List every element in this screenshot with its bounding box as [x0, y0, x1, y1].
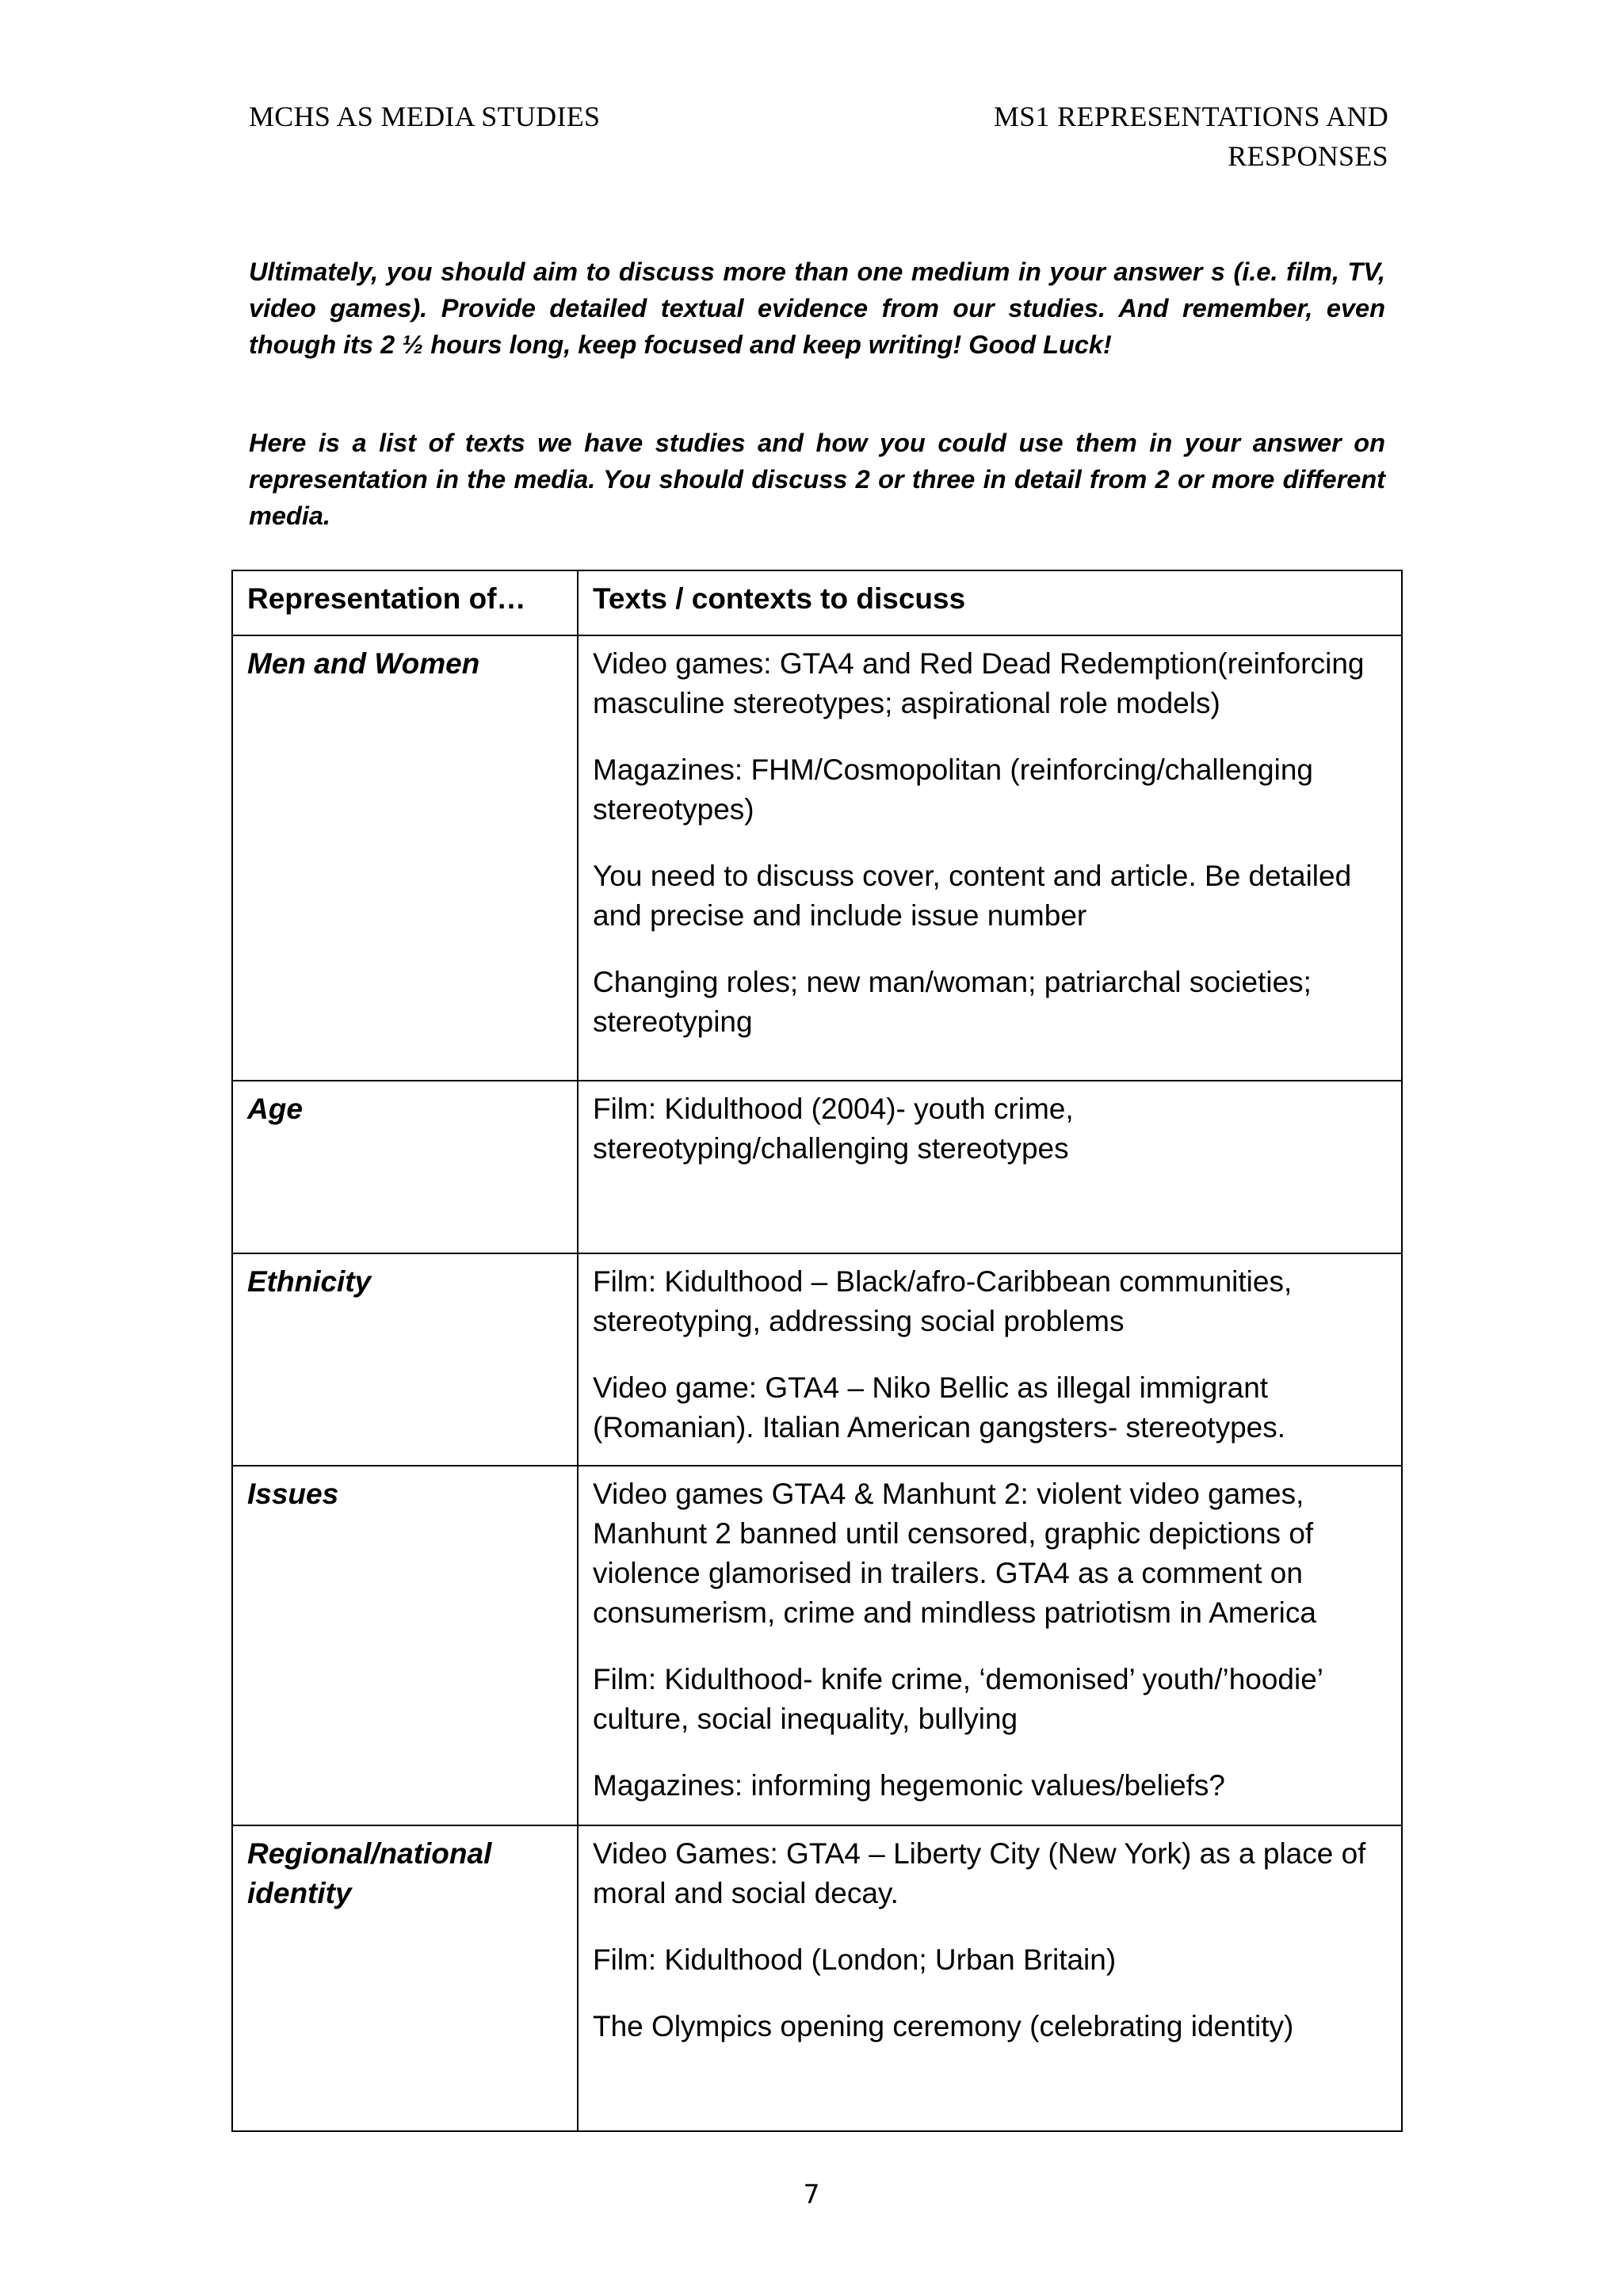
row-label: Age [232, 1081, 578, 1253]
content-paragraph: Changing roles; new man/woman; patriarchal societies; stereotyping [593, 966, 1312, 1038]
header-unit-title-line2: RESPONSES [1228, 140, 1388, 172]
intro-paragraph-1: Ultimately, you should aim to discuss more than one medium in your answer s (i.e. film, TV, video games). Provide detailed textual evidence from our studies. And remember, even though its 2 ½ hours long, keep focused and keep writing! Good Luck! [249, 257, 1385, 359]
content-paragraph: Video games GTA4 & Manhunt 2: violent video games, Manhunt 2 banned until censored, graphic depictions of violence glamorised in trailers. GTA4 as a comment on consumerism, crime and mindless patriotism in America [593, 1478, 1316, 1629]
column-header-representation: Representation of… [232, 570, 578, 635]
header-course-title: MCHS AS MEDIA STUDIES [249, 101, 601, 132]
row-content [578, 635, 1402, 1081]
content-paragraph: You need to discuss cover, content and article. Be detailed and precise and include issue number [593, 860, 1352, 932]
row-label: Regional/national identity [232, 1825, 578, 2131]
content-paragraph: Film: Kidulthood (London; Urban Britain) [593, 1943, 1117, 1976]
header-unit-title [834, 97, 1388, 176]
header-unit-title-line1: MS1 REPRESENTATIONS AND [993, 101, 1388, 132]
content-paragraph: Film: Kidulthood – Black/afro-Caribbean communities, stereotyping, addressing social problems [593, 1265, 1293, 1337]
row-content [578, 1081, 1402, 1253]
content-paragraph: Video game: GTA4 – Niko Bellic as illegal immigrant (Romanian). Italian American gangsters- stereotypes. [593, 1371, 1286, 1444]
content-paragraph: The Olympics opening ceremony (celebrating identity) [593, 2010, 1294, 2042]
column-header-texts: Texts / contexts to discuss [578, 570, 1402, 635]
content-paragraph: Video Games: GTA4 – Liberty City (New York) as a place of moral and social decay. [593, 1837, 1366, 1909]
table-row [232, 1081, 1402, 1253]
content-paragraph: Magazines: informing hegemonic values/beliefs? [593, 1769, 1225, 1802]
content-paragraph: Magazines: FHM/Cosmopolitan (reinforcing/challenging stereotypes) [593, 753, 1313, 826]
content-paragraph: Video games: GTA4 and Red Dead Redemption(reinforcing masculine stereotypes; aspirational role models) [593, 647, 1365, 719]
table-row [232, 1466, 1402, 1825]
row-content [578, 1253, 1402, 1466]
content-paragraph: Film: Kidulthood (2004)- youth crime, stereotyping/challenging stereotypes [593, 1093, 1074, 1165]
row-label: Men and Women [232, 635, 578, 1081]
intro-paragraph-2: Here is a list of texts we have studies and how you could use them in your answer on representation in the media. You should discuss 2 or three in detail from 2 or more different media. [249, 429, 1385, 530]
row-label: Issues [232, 1466, 578, 1825]
table-row [232, 635, 1402, 1081]
page-number: 7 [803, 2179, 820, 2210]
representation-table [231, 570, 1403, 2132]
row-content [578, 1466, 1402, 1825]
table-row [232, 1253, 1402, 1466]
row-label: Ethnicity [232, 1253, 578, 1466]
table-row [232, 1825, 1402, 2131]
table-header-row [232, 570, 1402, 635]
row-content [578, 1825, 1402, 2131]
content-paragraph: Film: Kidulthood- knife crime, ‘demonised’ youth/’hoodie’ culture, social inequality, bullying [593, 1663, 1323, 1735]
